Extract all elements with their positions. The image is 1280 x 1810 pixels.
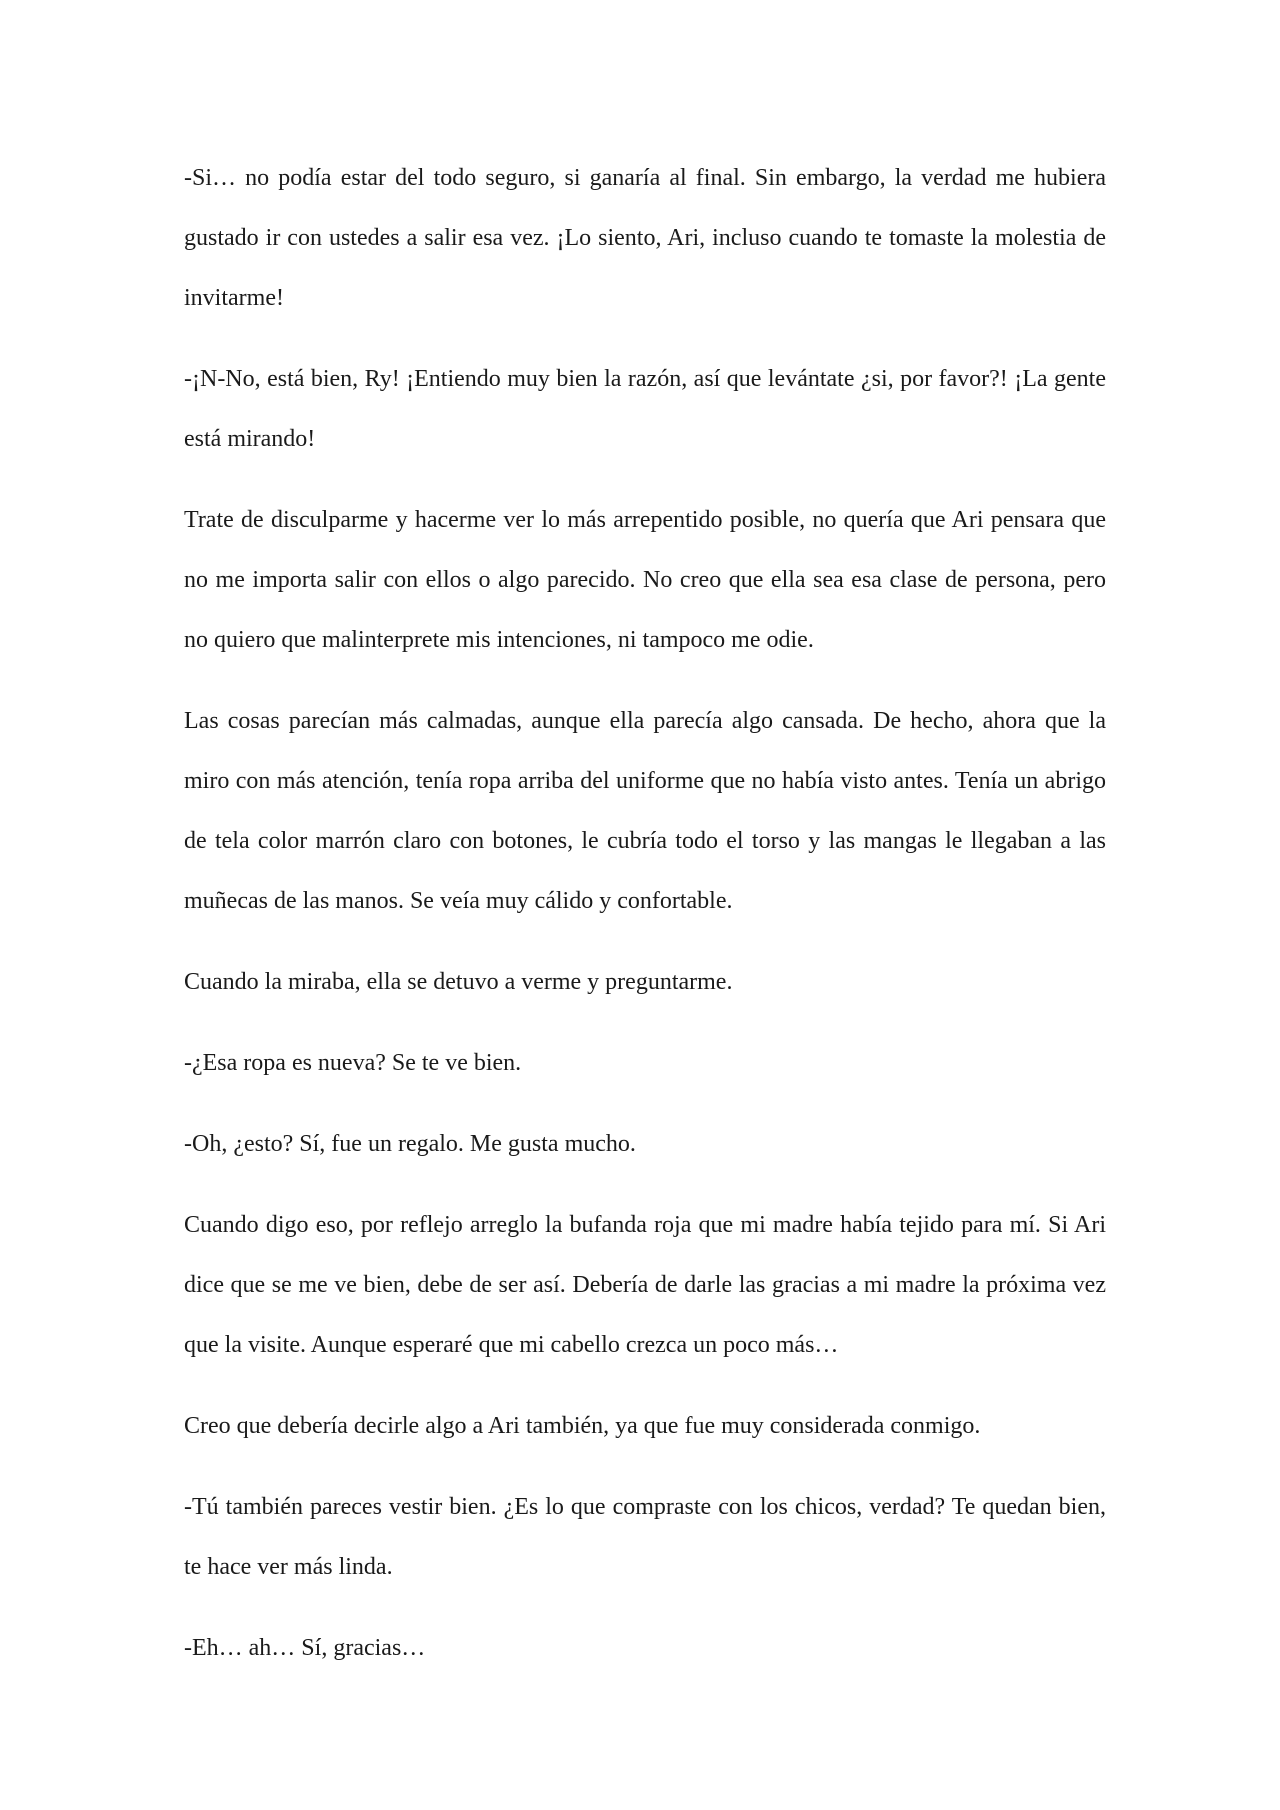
paragraph-9: Creo que debería decirle algo a Ari también, ya que fue muy considerada conmigo. — [184, 1413, 981, 1439]
paragraph-8: Cuando digo eso, por reflejo arreglo la bufanda roja que mi madre había tejido para mí. Si Ari dice que se me ve bien, debe de ser así. Debería de darle las gracias a mi madre la próxima vez que la visite. Aunque esperaré que mi cabello crezca un poco más… — [184, 1212, 1106, 1358]
paragraph-1: -Si… no podía estar del todo seguro, si ganaría al final. Sin embargo, la verdad me hubiera gustado ir con ustedes a salir esa vez. ¡Lo siento, Ari, incluso cuando te tomaste la molestia de invitarme! — [184, 165, 1106, 311]
paragraph-11: -Eh… ah… Sí, gracias… — [184, 1635, 426, 1661]
paragraph-4: Las cosas parecían más calmadas, aunque ella parecía algo cansada. De hecho, ahora que la miro con más atención, tenía ropa arriba del uniforme que no había visto antes. Tenía un abrigo de tela color marrón claro con botones, le cubría todo el torso y las mangas le llegaban a las muñecas de las manos. Se veía muy cálido y confortable. — [184, 708, 1106, 914]
paragraph-3: Trate de disculparme y hacerme ver lo más arrepentido posible, no quería que Ari pensara que no me importa salir con ellos o algo parecido. No creo que ella sea esa clase de persona, pero no quiero que malinterprete mis intenciones, ni tampoco me odie. — [184, 507, 1106, 653]
paragraph-5: Cuando la miraba, ella se detuvo a verme y preguntarme. — [184, 969, 733, 995]
paragraph-2: -¡N-No, está bien, Ry! ¡Entiendo muy bien la razón, así que levántate ¿si, por favor?! ¡La gente está mirando! — [184, 366, 1106, 452]
paragraph-10: -Tú también pareces vestir bien. ¿Es lo que compraste con los chicos, verdad? Te quedan bien, te hace ver más linda. — [184, 1494, 1106, 1580]
paragraph-6: -¿Esa ropa es nueva? Se te ve bien. — [184, 1050, 522, 1076]
paragraph-7: -Oh, ¿esto? Sí, fue un regalo. Me gusta mucho. — [184, 1131, 636, 1157]
document-body — [184, 148, 1106, 1699]
